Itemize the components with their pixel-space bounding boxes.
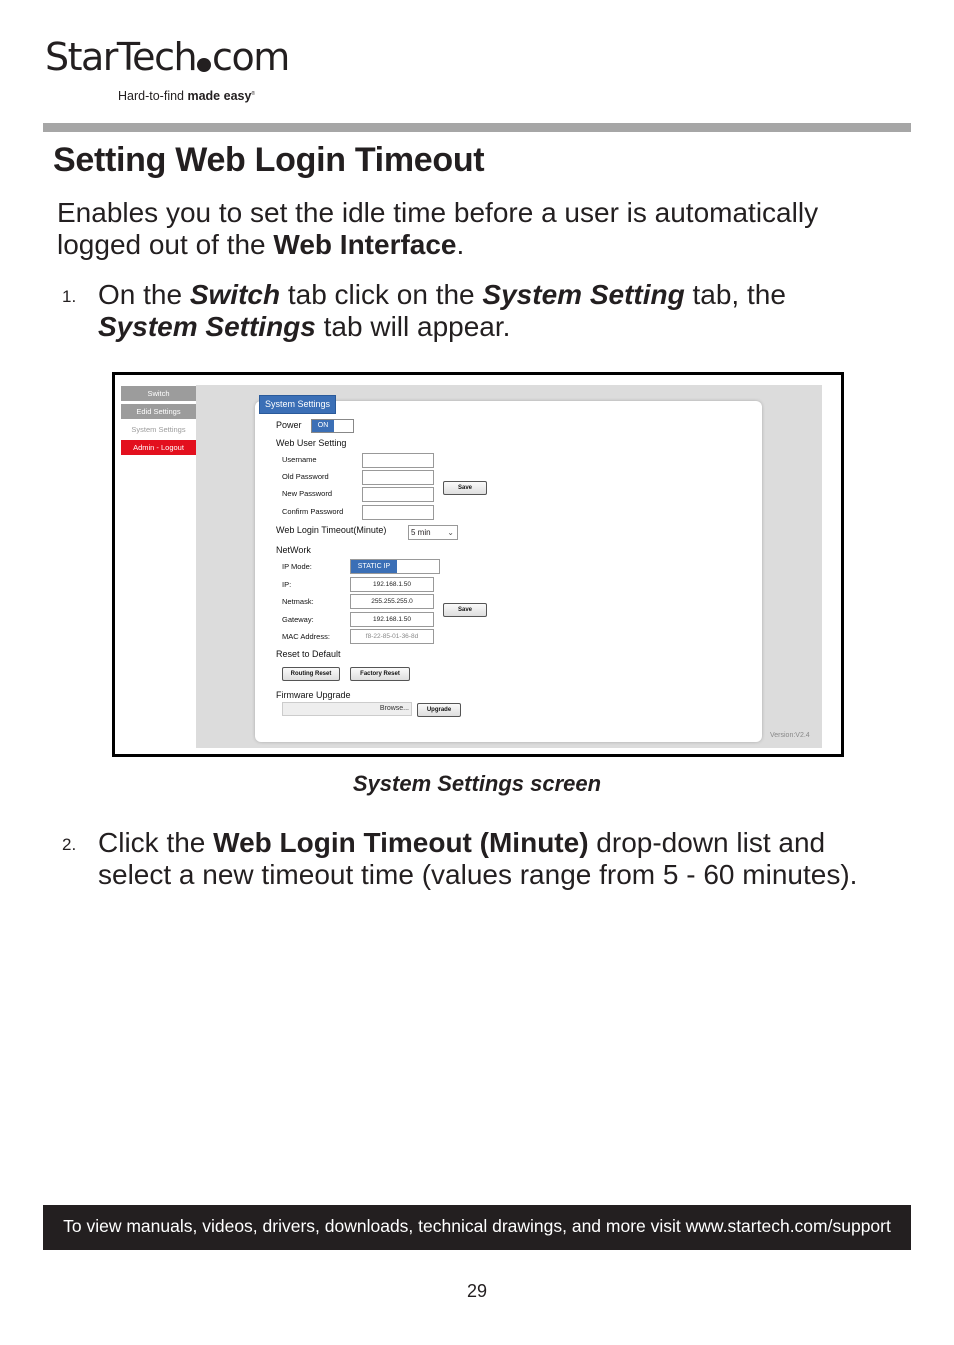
- timeout-label: Web Login Timeout(Minute): [276, 525, 387, 535]
- startech-logo: [45, 35, 289, 79]
- step1-b1: Switch: [189, 279, 281, 310]
- power-label: Power: [276, 420, 302, 430]
- logo-tagline: [118, 89, 255, 103]
- old-password-input[interactable]: [362, 470, 434, 485]
- save-user-button[interactable]: Save: [443, 481, 487, 495]
- support-footer: To view manuals, videos, drivers, downloads, technical drawings, and more visit www.startech.com/support: [43, 1205, 911, 1250]
- step2-t2: drop-down list and select a new timeout time (values range from 5 - 60 minutes).: [98, 827, 858, 890]
- ip-mode-label: IP Mode:: [282, 562, 312, 571]
- confirm-password-input[interactable]: [362, 505, 434, 520]
- nav-system-settings[interactable]: System Settings: [121, 422, 196, 437]
- chevron-down-icon: ⌄: [447, 528, 454, 537]
- old-password-label: Old Password: [282, 472, 329, 481]
- timeout-select[interactable]: [408, 525, 458, 540]
- tagline-mark: ®: [251, 90, 256, 97]
- logo-dot-icon: [197, 58, 211, 72]
- page-number: 29: [466, 1281, 488, 1301]
- step2-t1: Click the: [98, 827, 214, 858]
- ip-label: IP:: [282, 580, 292, 589]
- browse-button[interactable]: Browse...: [379, 705, 409, 712]
- netmask-input[interactable]: 255.255.255.0: [350, 594, 434, 609]
- username-label: Username: [282, 455, 317, 464]
- firmware-file-field[interactable]: [282, 702, 412, 716]
- new-password-label: New Password: [282, 489, 333, 498]
- step2-b1: Web Login Timeout (Minute): [213, 827, 589, 858]
- network-label: NetWork: [276, 545, 311, 555]
- gateway-input[interactable]: 192.168.1.50: [350, 612, 434, 627]
- new-password-input[interactable]: [362, 487, 434, 502]
- logo-text-start: StarTech: [45, 35, 197, 79]
- factory-reset-button[interactable]: Factory Reset: [350, 667, 410, 681]
- upgrade-button[interactable]: Upgrade: [417, 703, 461, 717]
- step1-b2: System Setting: [482, 279, 685, 310]
- tagline-plain: Hard-to-find: [118, 89, 188, 103]
- firmware-upgrade-label: Firmware Upgrade: [276, 690, 351, 700]
- ip-mode-select[interactable]: [350, 559, 440, 574]
- figure-caption: System Settings screen: [352, 771, 602, 796]
- mac-label: MAC Address:: [282, 632, 330, 641]
- system-settings-screenshot: [112, 372, 844, 757]
- step1-text: [98, 279, 878, 343]
- username-input[interactable]: [362, 453, 434, 468]
- timeout-value: 5 min: [411, 528, 431, 537]
- routing-reset-button[interactable]: Routing Reset: [282, 667, 340, 681]
- version-label: Version:V2.4: [770, 732, 810, 739]
- intro-end: .: [456, 229, 465, 260]
- web-user-setting-label: Web User Setting: [276, 438, 347, 448]
- step1-b3: System Settings: [98, 311, 316, 342]
- ip-input[interactable]: 192.168.1.50: [350, 577, 434, 592]
- step1-t2: tab click on the: [280, 279, 483, 310]
- nav-switch[interactable]: Switch: [121, 386, 196, 401]
- reset-default-label: Reset to Default: [276, 649, 341, 659]
- power-toggle[interactable]: [311, 419, 354, 433]
- intro-text: Enables you to set the idle time before a user is automatically logged out of the: [57, 197, 819, 260]
- step1-t4: tab will appear.: [315, 311, 511, 342]
- netmask-label: Netmask:: [282, 597, 314, 606]
- ip-mode-value: STATIC IP: [351, 560, 397, 573]
- step1-t1: On the: [98, 279, 190, 310]
- step2-number: 2.: [62, 835, 77, 854]
- mac-field: f8-22-85-01-36-8d: [350, 629, 434, 644]
- tagline-bold: made easy: [187, 89, 252, 103]
- page-title: Setting Web Login Timeout: [53, 141, 485, 179]
- nav-edid-settings[interactable]: Edid Settings: [121, 404, 196, 419]
- step1-number: 1.: [62, 287, 77, 306]
- confirm-password-label: Confirm Password: [282, 507, 344, 516]
- step1-t3: tab, the: [684, 279, 786, 310]
- logo-text-end: com: [212, 35, 289, 79]
- power-state: ON: [312, 420, 334, 432]
- header-rule: [43, 123, 911, 132]
- step2-text: [98, 827, 878, 891]
- intro-bold: Web Interface: [273, 229, 457, 260]
- nav-admin-logout[interactable]: Admin - Logout: [121, 440, 196, 455]
- gateway-label: Gateway:: [282, 615, 314, 624]
- intro-paragraph: [57, 197, 907, 261]
- tab-system-settings[interactable]: System Settings: [259, 395, 336, 414]
- save-network-button[interactable]: Save: [443, 603, 487, 617]
